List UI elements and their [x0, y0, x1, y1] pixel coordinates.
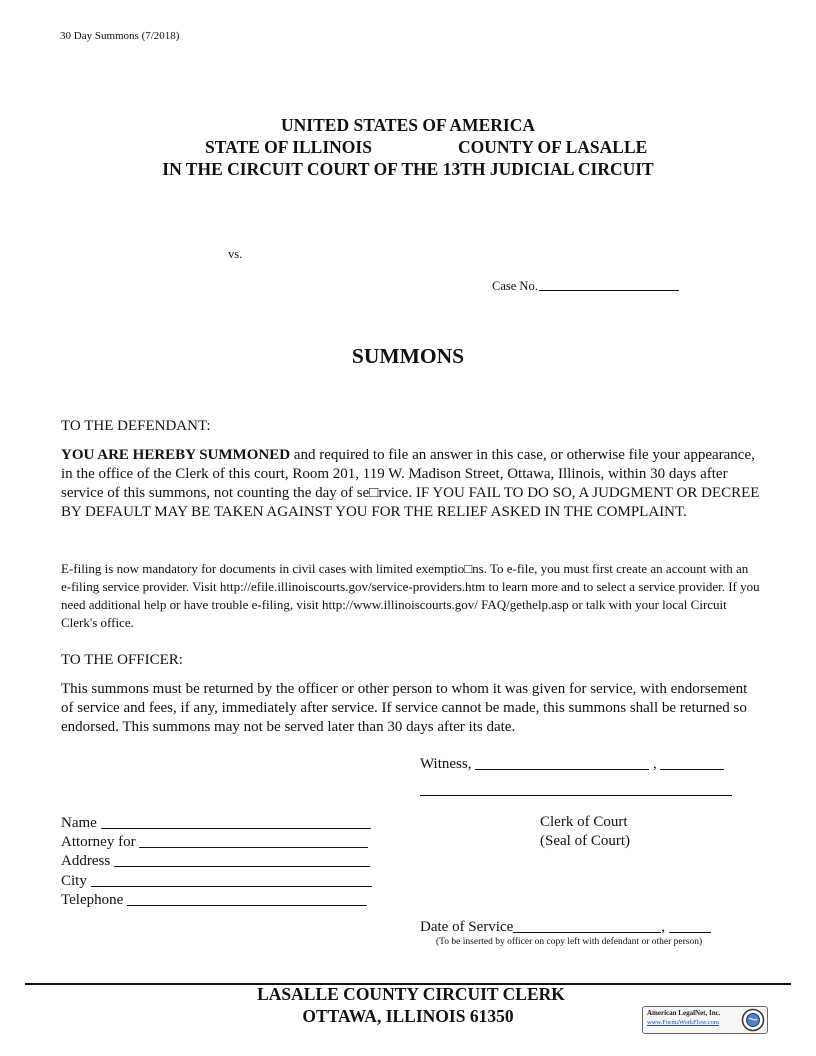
name-line[interactable]: [101, 828, 371, 829]
date-of-service-year-line[interactable]: [669, 932, 711, 933]
attorney-for-field[interactable]: [61, 833, 368, 852]
address-label: Address: [61, 853, 111, 869]
summoned-lead: YOU ARE HEREBY SUMMONED: [61, 447, 291, 463]
case-number-label: Case No.: [492, 279, 538, 293]
telephone-field[interactable]: [61, 891, 367, 910]
attorney-for-label: Attorney for: [61, 834, 136, 850]
witness-comma: ,: [652, 756, 657, 772]
case-number-field[interactable]: [492, 279, 679, 294]
address-field[interactable]: [61, 852, 370, 871]
witness-line[interactable]: [475, 769, 649, 770]
date-of-service-line[interactable]: [513, 932, 661, 933]
globe-icon: [741, 1008, 765, 1032]
header-county: COUNTY OF LASALLE: [458, 137, 648, 157]
address-line[interactable]: [114, 866, 370, 867]
officer-paragraph: This summons must be returned by the officer or other person to whom it was given for service, with endorsement of service and fees, if any, immediately after service. If service cannot be made, this summons shall be returned so endorsed. This summons may not be served later than 30 days after its date.: [61, 681, 748, 735]
service-note: (To be inserted by officer on copy left with defendant or other person): [436, 937, 703, 947]
form-id: 30 Day Summons (7/2018): [60, 30, 180, 42]
case-number-line[interactable]: [539, 290, 679, 291]
clerk-signature-line[interactable]: [420, 795, 732, 796]
city-line[interactable]: [91, 886, 372, 887]
name-field[interactable]: [61, 814, 371, 833]
logo-company: American LegalNet, Inc.: [647, 1009, 721, 1017]
witness-label: Witness,: [420, 756, 472, 772]
defendant-body: and required to file an answer in this case, or otherwise file your appearance, in the office of the Clerk of this court, Room 201, 119 W. Madison Street, Ottawa, Illinois, within 30 days after service of this summons, not counting the day of se□rvice. IF YOU FAIL TO DO SO, A JUDGMENT OR DECREE BY DEFAULT MAY BE TAKEN AGAINST YOU FOR THE RELIEF ASKED IN THE COMPLAINT.: [61, 447, 760, 520]
header-state: STATE OF ILLINOIS: [205, 137, 372, 157]
footer-clerk: LASALLE COUNTY CIRCUIT CLERK: [257, 984, 565, 1004]
logo-url[interactable]: www.FormsWorkFlow.com: [647, 1019, 719, 1026]
witness-field[interactable]: [420, 756, 724, 773]
city-label: City: [61, 873, 87, 889]
seal-of-court-label: (Seal of Court): [540, 833, 630, 849]
efiling-paragraph: E-filing is now mandatory for documents in civil cases with limited exemptio□ns. To e-file, you must first create an account with an e-filing service provider. Visit http://efile.illinoiscourts.gov/service-providers.htm to learn more and to select a service provider. If you need additional help or have trouble e-filing, visit http://www.illinoiscourts.gov/ FAQ/gethelp.asp or talk with your local Circuit Clerk's office.: [61, 561, 760, 630]
footer-city: OTTAWA, ILLINOIS 61350: [302, 1006, 514, 1026]
versus-label: vs.: [228, 247, 243, 261]
defendant-heading: TO THE DEFENDANT:: [61, 418, 211, 434]
telephone-line[interactable]: [127, 905, 367, 906]
date-of-service-label: Date of Service: [420, 919, 514, 935]
name-label: Name: [61, 815, 97, 831]
clerk-of-court-label: Clerk of Court: [540, 814, 628, 830]
defendant-paragraph: [61, 446, 761, 522]
date-of-service-comma: ,: [661, 919, 666, 935]
officer-heading: TO THE OFFICER:: [61, 652, 183, 668]
american-legalnet-logo: [642, 1006, 768, 1034]
date-of-service-field[interactable]: [420, 919, 711, 936]
document-title: SUMMONS: [351, 344, 465, 368]
header-country: UNITED STATES OF AMERICA: [281, 115, 535, 135]
telephone-label: Telephone: [61, 892, 124, 908]
header-court: IN THE CIRCUIT COURT OF THE 13TH JUDICIAL CIRCUIT: [162, 159, 654, 179]
witness-year-line[interactable]: [660, 769, 724, 770]
city-field[interactable]: [61, 872, 372, 891]
attorney-for-line[interactable]: [139, 847, 368, 848]
